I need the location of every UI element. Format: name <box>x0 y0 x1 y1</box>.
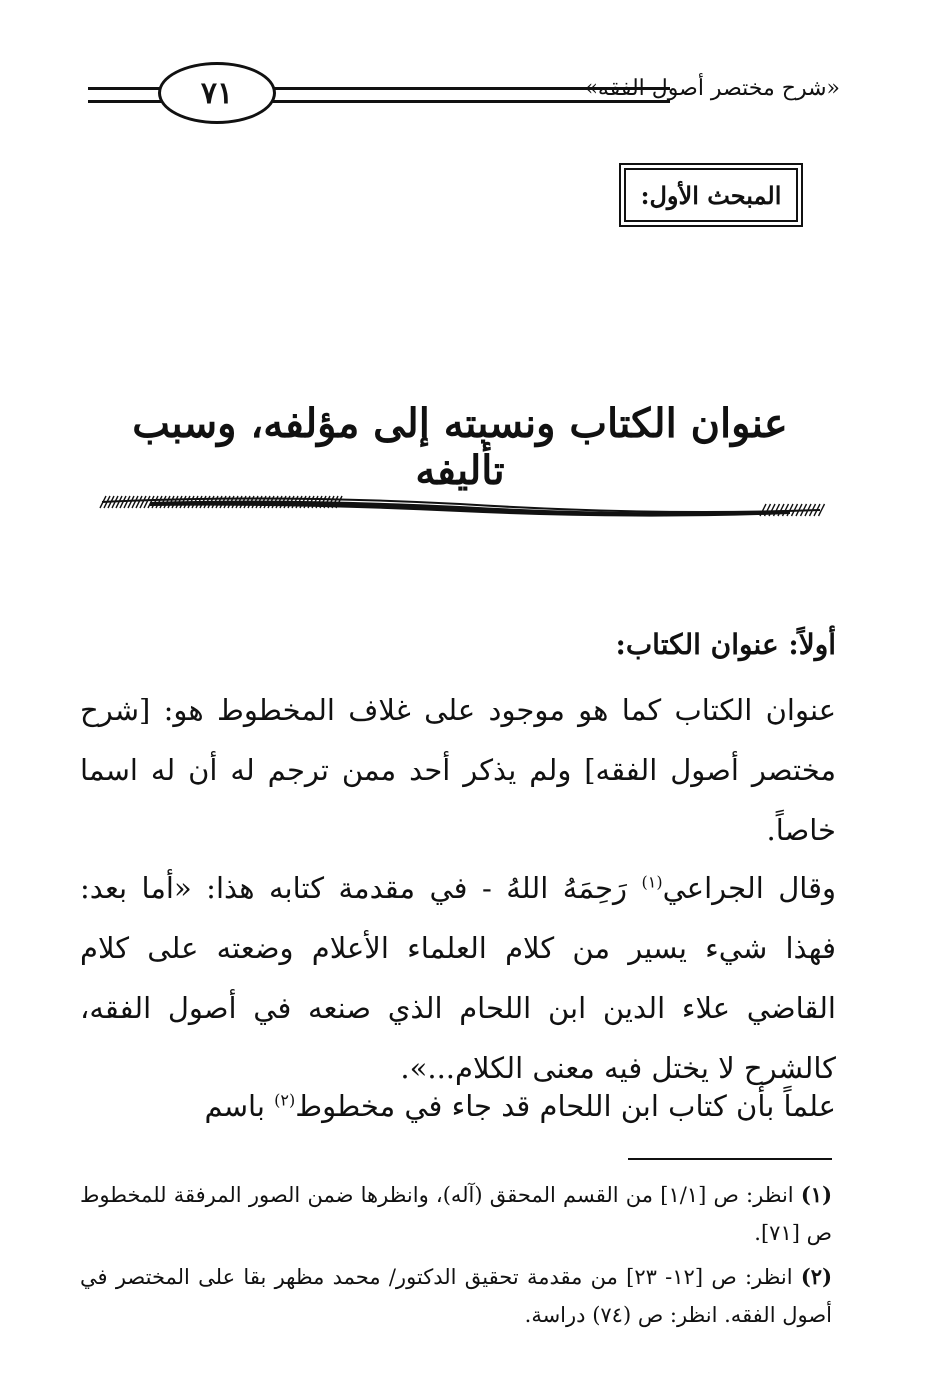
paragraph-2-part-2: رَحِمَهُ اللهُ - في مقدمة كتابه هذا: «أما بعد: فهذا شيء يسير من كلام العلماء الأعلام وضعته على كلام القاضي علاء الدين ابن اللحام الذي صنعه في أصول الفقه، كالشرح لا يختل فيه معنى الكلام...». <box>80 871 836 1085</box>
paragraph-2-part-1: وقال الجراعي <box>662 871 837 905</box>
footnote-1-text: انظر: ص [١/١] من القسم المحقق (آله)، وانظرها ضمن الصور المرفقة للمخطوط ص [٧١]. <box>80 1183 832 1245</box>
paragraph-2 <box>80 858 836 1098</box>
footnote-ref-2: (٢) <box>274 1090 296 1110</box>
footnote-2-text: انظر: ص [١٢- ٢٣] من مقدمة تحقيق الدكتور/ محمد مظهر بقا على المختصر في أصول الفقه. انظر: ص (٧٤) دراسة. <box>80 1265 832 1327</box>
running-title: «شرح مختصر أصول الفقه» <box>584 76 840 101</box>
paragraph-1: عنوان الكتاب كما هو موجود على غلاف المخطوط هو: [شرح مختصر أصول الفقه] ولم يذكر أحد ممن ترجم له أن له اسما خاصاً. <box>80 693 836 847</box>
page-header <box>88 62 840 142</box>
page-number-oval <box>158 62 276 124</box>
page-number: ٧١ <box>200 75 234 111</box>
footnotes <box>80 1176 832 1340</box>
paragraph-3-part-1: علماً بأن كتاب ابن اللحام قد جاء في مخطوط <box>295 1089 836 1123</box>
footnote-1-number: (١) <box>800 1182 832 1207</box>
footnote-2-number: (٢) <box>800 1264 832 1289</box>
paragraph-3 <box>80 1076 836 1136</box>
title-ornament <box>90 488 830 524</box>
paragraph-3-part-2: باسم <box>204 1089 265 1123</box>
section-label-box <box>624 168 798 222</box>
header-double-rule-left <box>88 87 168 103</box>
footnote-separator <box>628 1158 832 1160</box>
chapter-title: عنوان الكتاب ونسبته إلى مؤلفه، وسبب تأليفه <box>132 400 788 494</box>
section-label: المبحث الأول: <box>640 180 782 210</box>
footnote-2 <box>80 1258 832 1334</box>
subheading-book-title: أولاً: عنوان الكتاب: <box>615 628 836 661</box>
footnote-ref-1: (١) <box>641 872 663 892</box>
footnote-1 <box>80 1176 832 1252</box>
